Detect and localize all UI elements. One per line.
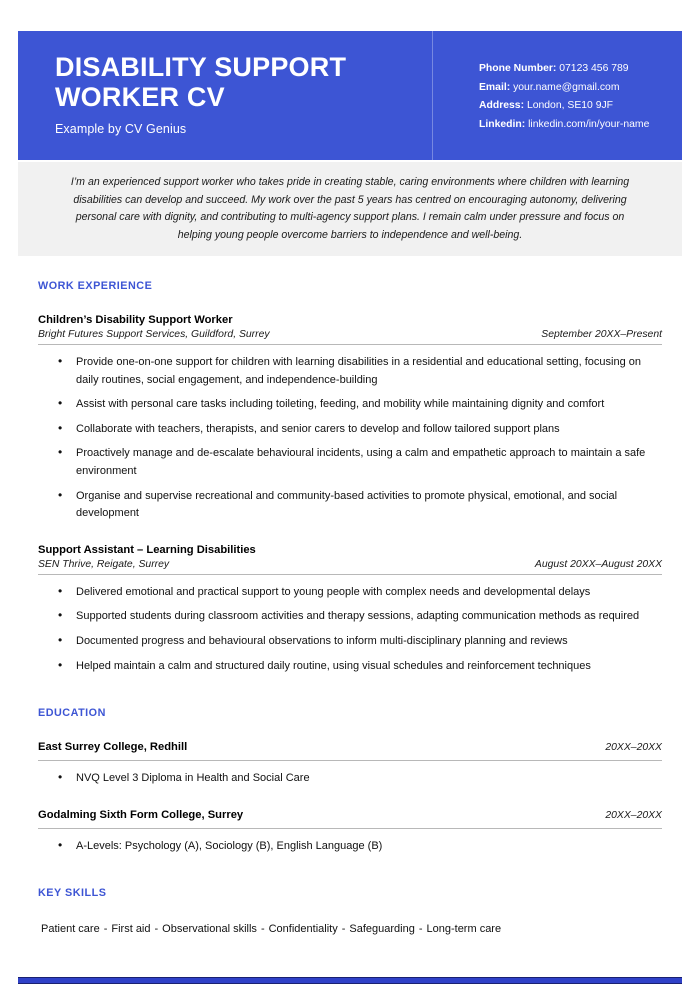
work-entry-2-bullets [38,584,662,675]
list-item: • Organise and supervise recreational and community-based activities to promote physical, emotional, and social development [38,488,662,523]
education-entry-1-dates: 20XX–20XX [605,742,662,754]
contact-linkedin [479,116,682,135]
skill-separator: - [260,923,265,936]
skill-item: Observational skills [162,923,257,936]
contact-email [479,79,682,98]
list-item: • Delivered emotional and practical support to young people with complex needs and developmental delays [38,584,662,602]
professional-summary-band [18,162,682,256]
skill-item: Long-term care [426,923,502,936]
education-entry-1 [38,741,662,788]
skill-separator: - [103,923,108,936]
header-vertical-divider [432,31,433,160]
contact-linkedin-value[interactable]: linkedin.com/in/your-name [528,118,650,130]
education-entry-1-meta [38,741,662,761]
skill-separator: - [341,923,346,936]
work-entry-1-organisation: Bright Futures Support Services, Guildford, Surrey [38,329,270,340]
list-item: • Supported students during classroom activities and therapy sessions, adapting communication methods as required [38,608,662,626]
section-spacer [38,862,662,887]
education-entry-2-bullets [38,838,662,856]
contact-address [479,97,682,116]
work-entry-2-job-title: Support Assistant – Learning Disabilities [38,543,256,556]
contact-address-value: London, SE10 9JF [526,100,614,112]
list-item: • A-Levels: Psychology (A), Sociology (B), English Language (B) [38,838,662,856]
skill-item: Confidentiality [268,923,338,936]
header-title-block [18,31,432,160]
cv-body [38,280,662,938]
contact-phone-label: Phone Number: [479,63,557,74]
education-entry-2-meta [38,809,662,829]
contact-email-value: your.name@gmail.com [513,81,620,93]
entry-spacer [38,530,662,544]
section-heading-key-skills: KEY SKILLS [38,887,107,900]
contact-phone [479,60,682,79]
work-entry-2-organisation: SEN Thrive, Reigate, Surrey [38,558,170,570]
contact-phone-value: 07123 456 789 [559,63,629,74]
list-item: • Provide one-on-one support for children with learning disabilities in a residential and educational setting, focusing on daily routines, social engagement, and independence-building [38,354,662,389]
professional-summary-text: I’m an experienced support worker who takes pride in creating stable, caring environments where children with learning disabilities can develop and succeed. My work over the past 5 years has centred on encouraging autonomy, delivering personal care with dignity, and contributing to multi-agency support plans. I remain calm under pressure and focus on helping young people overcome barriers to independence and well-being. [70,176,630,241]
skill-separator: - [154,923,159,936]
cv-header [18,31,682,160]
section-work-experience [38,280,662,675]
work-entry-2-meta [38,559,662,575]
section-education [38,707,662,855]
skill-item: First aid [111,923,151,936]
contact-details-block [432,31,682,160]
work-entry-1-job-title: Children’s Disability Support Worker [38,314,233,326]
work-entry-1 [38,314,662,523]
list-item: • Proactively manage and de-escalate behavioural incidents, using a calm and empathetic approach to maintain a safe environment [38,445,662,480]
section-heading-work-experience: WORK EXPERIENCE [38,280,153,292]
entry-spacer [38,795,662,809]
contact-address-label: Address: [479,100,525,112]
education-entry-1-bullets [38,770,662,788]
education-entry-2 [38,809,662,856]
work-entry-1-bullets [38,354,662,523]
list-item: • Collaborate with teachers, therapists, and senior carers to develop and follow tailored support plans [38,421,662,439]
page-title: DISABILITY SUPPORT WORKER CV [55,52,347,112]
list-item: • Helped maintain a calm and structured daily routine, using visual schedules and reinforcement techniques [38,658,662,676]
education-entry-1-school: East Surrey College, Redhill [38,741,188,754]
list-item: • NVQ Level 3 Diploma in Health and Social Care [38,770,662,788]
skill-separator: - [418,923,423,936]
skill-item: Safeguarding [349,923,415,936]
list-item: • Assist with personal care tasks including toileting, feeding, and mobility while maintaining dignity and comfort [38,396,662,414]
section-heading-education: EDUCATION [38,707,106,720]
list-item: • Documented progress and behavioural observations to inform multi-disciplinary planning and reviews [38,633,662,651]
work-entry-1-meta [38,329,662,345]
header-subtitle: Example by CV Genius [55,122,187,136]
work-entry-1-dates: September 20XX–Present [541,329,662,340]
contact-linkedin-label: Linkedin: [479,118,526,130]
work-entry-2 [38,544,662,675]
contact-email-label: Email: [479,81,511,93]
footer-accent-bar [18,977,682,984]
education-entry-2-school: Godalming Sixth Form College, Surrey [38,808,244,821]
education-entry-2-dates: 20XX–20XX [605,809,662,821]
section-spacer [38,682,662,707]
key-skills-list [38,921,662,938]
section-key-skills [38,887,662,938]
skill-item: Patient care [41,923,100,936]
work-entry-2-dates: August 20XX–August 20XX [534,558,662,570]
